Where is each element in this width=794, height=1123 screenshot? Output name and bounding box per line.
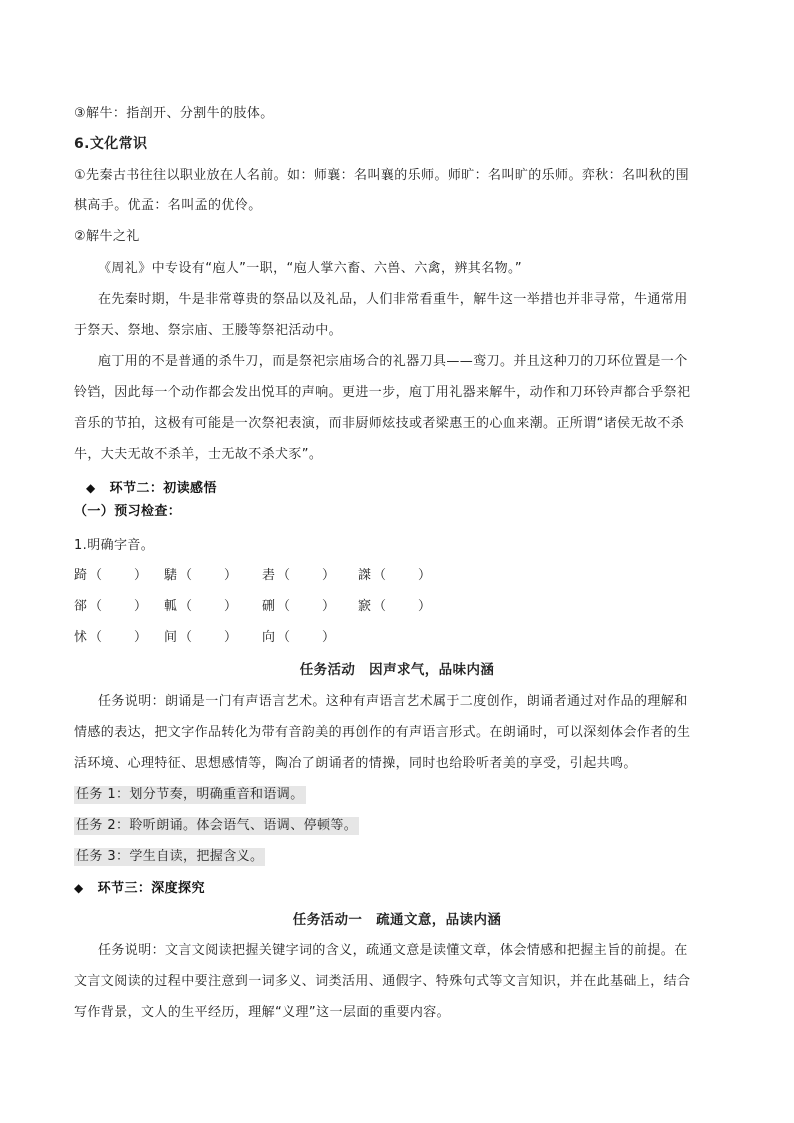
pinyin-item: 硎（ ） bbox=[262, 599, 338, 614]
task-item bbox=[74, 848, 720, 866]
paragraph-line: ①先秦古书往往以职业放在人名前。如：师襄：名叫襄的乐师。师旷：名叫旷的乐师。弈秋：名叫秋的围 bbox=[74, 168, 690, 183]
pinyin-item: 謋（ ） bbox=[358, 568, 434, 583]
section-heading-text: 环节二：初读感悟 bbox=[109, 481, 217, 496]
section-heading-culture: 6.文化常识 bbox=[74, 136, 148, 152]
paragraph-line: 牛，大夫无故不杀羊，士无故不杀犬豕”。 bbox=[74, 447, 323, 462]
section-heading-step2 bbox=[86, 479, 720, 498]
paragraph-line: 棋高手。优孟：名叫孟的优伶。 bbox=[74, 198, 262, 213]
paragraph-line: 《周礼》中专设有“庖人”一职，“庖人掌六畜、六兽、六禽，辨其名物。” bbox=[98, 261, 523, 276]
paragraph-line: 在先秦时期，牛是非常尊贵的祭品以及礼品，人们非常看重牛，解牛这一举措也并非寻常，牛通常用 bbox=[98, 292, 688, 307]
task-activity-heading: 任务活动 因声求气，品味内涵 bbox=[299, 662, 495, 678]
task-item bbox=[74, 817, 720, 835]
pinyin-item: 砉（ ） bbox=[262, 568, 338, 583]
pinyin-item: 郤（ ） bbox=[74, 599, 150, 614]
pinyin-item: 軱（ ） bbox=[164, 599, 240, 614]
paragraph-line: 活环境、心理特征、思想感情等，陶冶了朗诵者的情操，同时也给聆听者美的享受，引起共鸣。 bbox=[74, 756, 637, 771]
subsection-heading: （一）预习检查： bbox=[74, 504, 182, 519]
paragraph-line: 写作背景，文人的生平经历，理解“义理”这一层面的重要内容。 bbox=[74, 1005, 451, 1020]
paragraph-line: 任务说明：朗诵是一门有声语言艺术。这种有声语言艺术属于二度创作，朗诵者通过对作品的理解和 bbox=[98, 694, 688, 709]
section-heading-text: 环节三：深度探究 bbox=[97, 881, 205, 896]
diamond-bullet-icon: ◆ bbox=[74, 881, 84, 895]
item-jieniu: ③解牛：指剖开、分割牛的肢体。 bbox=[74, 106, 274, 121]
pinyin-item: 向（ ） bbox=[262, 630, 338, 645]
task-item-text: 任务 1：划分节奏，明确重音和语调。 bbox=[76, 787, 304, 802]
task-activity-heading: 任务活动一 疏通文意，品读内涵 bbox=[292, 912, 502, 928]
paragraph-line: 任务说明：文言文阅读把握关键字词的含义，疏通文意是读懂文章，体会情感和把握主旨的前提。在 bbox=[98, 943, 688, 958]
pinyin-item: 怵（ ） bbox=[74, 630, 150, 645]
question-title: 1.明确字音。 bbox=[74, 538, 155, 553]
task-item bbox=[74, 786, 720, 804]
pinyin-item: 騞（ ） bbox=[164, 568, 240, 583]
paragraph-line: 于祭天、祭地、祭宗庙、王媵等祭祀活动中。 bbox=[74, 323, 343, 338]
item-jieniu-ritual: ②解牛之礼 bbox=[74, 229, 140, 244]
section-heading-step3 bbox=[74, 879, 720, 898]
pinyin-item: 窾（ ） bbox=[358, 599, 434, 614]
pinyin-item: 间（ ） bbox=[164, 630, 240, 645]
paragraph-line: 铃铛，因此每一个动作都会发出悦耳的声响。更进一步，庖丁用礼器来解牛，动作和刀环铃声都合乎祭祀 bbox=[74, 385, 691, 400]
task-item-text: 任务 2：聆听朗诵。体会语气、语调、停顿等。 bbox=[76, 818, 358, 833]
paragraph-line: 庖丁用的不是普通的杀牛刀，而是祭祀宗庙场合的礼器刀具——鸾刀。并且这种刀的刀环位置是一个 bbox=[98, 354, 688, 369]
paragraph-line: 文言文阅读的过程中要注意到一词多义、词类活用、通假字、特殊句式等文言知识，并在此基础上，结合 bbox=[74, 974, 691, 989]
paragraph-line: 音乐的节拍，这极有可能是一次祭祀表演，而非厨师炫技或者梁惠王的心血来潮。正所谓“诸侯无故不杀 bbox=[74, 416, 685, 431]
task-item-text: 任务 3：学生自读，把握含义。 bbox=[76, 849, 264, 864]
paragraph-line: 情感的表达，把文字作品转化为带有音韵美的再创作的有声语言形式。在朗诵时，可以深刻体会作者的生 bbox=[74, 725, 691, 740]
pinyin-item: 踦（ ） bbox=[74, 568, 150, 583]
diamond-bullet-icon: ◆ bbox=[86, 481, 96, 495]
